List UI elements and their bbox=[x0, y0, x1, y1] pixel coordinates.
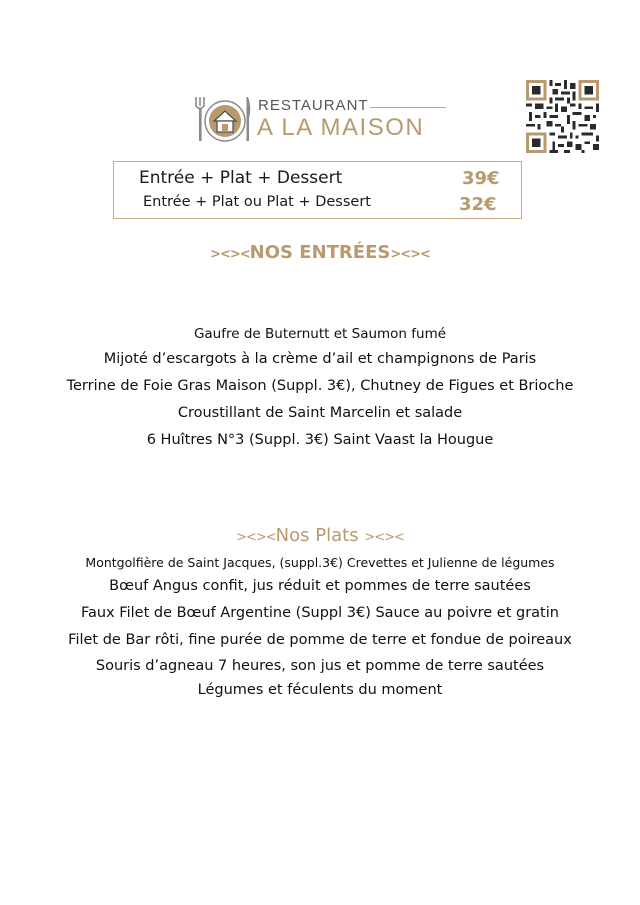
ornament-left-icon: ><>< bbox=[236, 530, 276, 545]
ornament-right-icon: ><>< bbox=[364, 530, 404, 545]
fork-plate-house-icon bbox=[192, 94, 252, 146]
formula-box bbox=[113, 161, 522, 219]
section-title-entrees bbox=[0, 242, 640, 263]
dish-plat: Souris d’agneau 7 heures, son jus et pomme de terre sautées bbox=[95, 658, 545, 674]
brand-line1: RESTAURANT bbox=[258, 97, 369, 114]
dish-entree: Gaufre de Buternutt et Saumon fumé bbox=[193, 326, 447, 342]
dish-plat: Bœuf Angus confit, jus réduit et pommes de terre sautées bbox=[109, 578, 531, 594]
brand-line2: A LA MAISON bbox=[257, 114, 425, 141]
dish-entree: Mijoté d’escargots à la crème d’ail et champignons de Paris bbox=[103, 351, 537, 367]
dish-plat: Faux Filet de Bœuf Argentine (Suppl 3€) Sauce au poivre et gratin bbox=[81, 605, 559, 621]
entrees-title: NOS ENTRÉES bbox=[249, 242, 391, 263]
formula-label: Entrée + Plat + Dessert bbox=[139, 168, 343, 188]
ornament-left-icon: ><>< bbox=[210, 247, 250, 262]
dish-entree: Croustillant de Saint Marcelin et salade bbox=[177, 405, 463, 421]
dish-entree: 6 Huîtres N°3 (Suppl. 3€) Saint Vaast la Hougue bbox=[146, 432, 494, 448]
brand-divider bbox=[370, 107, 446, 108]
section-title-plats bbox=[0, 525, 640, 546]
dish-entree: Terrine de Foie Gras Maison (Suppl. 3€), Chutney de Figues et Brioche bbox=[66, 378, 574, 394]
formula-price: 39€ bbox=[462, 168, 500, 189]
ornament-right-icon: ><>< bbox=[390, 247, 430, 262]
dish-plat: Montgolfière de Saint Jacques, (suppl.3€) Crevettes et Julienne de légumes bbox=[85, 555, 555, 570]
restaurant-logo bbox=[192, 94, 452, 146]
dish-plat: Filet de Bar rôti, fine purée de pomme de terre et fondue de poireaux bbox=[68, 632, 572, 648]
formula-label: Entrée + Plat ou Plat + Dessert bbox=[143, 194, 371, 210]
plats-title: Nos Plats bbox=[275, 525, 359, 546]
formula-price: 32€ bbox=[459, 194, 497, 215]
qr-code-icon[interactable] bbox=[526, 80, 599, 153]
dish-plat: Légumes et féculents du moment bbox=[197, 682, 443, 698]
